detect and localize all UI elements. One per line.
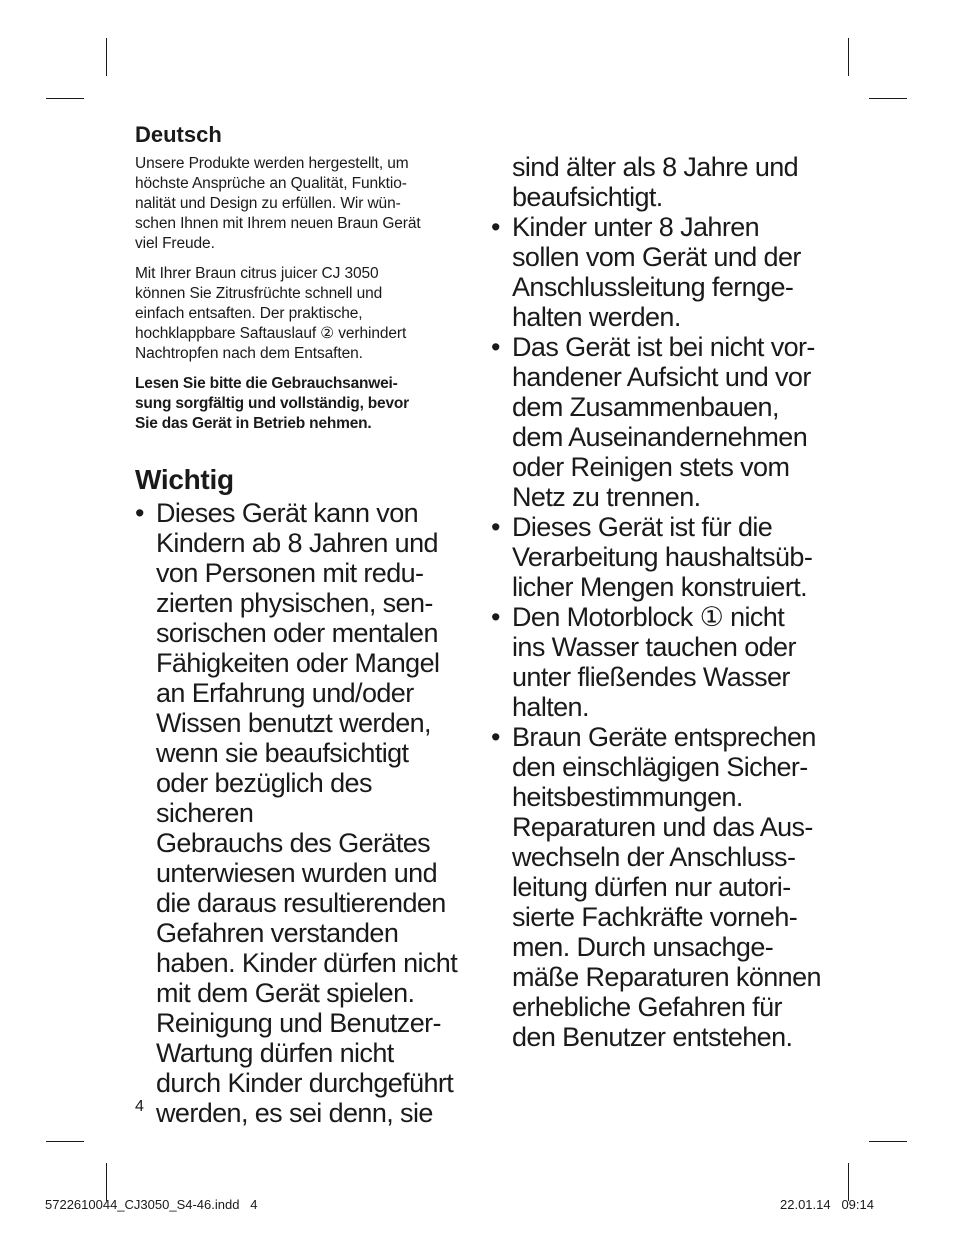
bullet-item <box>491 332 831 512</box>
intro-paragraph: Mit Ihrer Braun citrus juicer CJ 3050 können Sie Zitrusfrüchte schnell und einfach entsaften. Der praktische, hochklappbare Saftauslauf ② verhindert Nachtropfen nach dem Entsaften. <box>135 265 407 362</box>
bullet-text: • Braun Geräte entsprechen den einschlägigen Sicher- heitsbestimmungen. Reparaturen und das Aus- wechseln der Anschluss- leitung dürfen nur autori- sierte Fachkräfte vorneh- men. Durch unsachge- mäße Reparaturen können erhebliche Gefahren für den Benutzer entstehen. <box>512 722 821 1052</box>
bullet-text: • Das Gerät ist bei nicht vor- handener Aufsicht und vor dem Zusammenbauen, dem Auseinandernehmen oder Reinigen stets vom Netz zu trennen. <box>512 332 815 512</box>
bullet-text: • Kinder unter 8 Jahren sollen vom Gerät und der Anschlussleitung fernge- halten werden. <box>512 212 801 332</box>
bullet-item <box>491 512 831 602</box>
crop-mark-bottom-left-vertical <box>106 1163 107 1201</box>
bullet-item <box>491 722 831 1052</box>
bullet-item <box>491 212 831 332</box>
right-column <box>491 152 831 1052</box>
bullet-text: sind älter als 8 Jahre und beaufsichtigt. <box>512 152 799 212</box>
footer-date-info: 22.01.14 09:14 <box>780 1197 874 1212</box>
bullet-item <box>135 498 470 1128</box>
bullet-text: • Dieses Gerät ist für die Verarbeitung haushaltsüb- licher Mengen konstruiert. <box>512 512 813 602</box>
bullet-continuation <box>491 152 831 212</box>
bullet-text: • Den Motorblock ① nicht ins Wasser tauchen oder unter fließendes Wasser halten. <box>512 602 796 722</box>
crop-mark-top-left-horizontal <box>46 98 84 99</box>
page-number: 4 <box>135 1098 144 1115</box>
bullet-item <box>491 602 831 722</box>
bullet-text: • Dieses Gerät kann von Kindern ab 8 Jahren und von Personen mit redu- zierten physischen, sen- sorischen oder mentalen Fähigkeiten oder Mangel an Erfahrung und/oder Wissen benutzt werden, wenn sie beaufsichtigt oder bezüglich des sicheren Gebrauchs des Gerätes unterwiesen wurden und die daraus resultierenden Gefahren verstanden haben. Kinder dürfen nicht mit dem Gerät spielen. Reinigung und Benutzer- Wartung dürfen nicht durch Kinder durchgeführt werden, es sei denn, sie <box>156 498 458 1128</box>
crop-mark-bottom-right-vertical <box>848 1163 849 1201</box>
crop-mark-top-left-vertical <box>106 38 107 76</box>
left-column <box>135 122 470 1128</box>
section-title: Deutsch <box>135 122 222 147</box>
crop-mark-top-right-vertical <box>848 38 849 76</box>
important-heading: Wichtig <box>135 464 234 495</box>
intro-paragraph: Unsere Produkte werden hergestellt, um höchste Ansprüche an Qualität, Funktio- nalität und Design zu erfüllen. Wir wün- schen Ihnen mit Ihrem neuen Braun Gerät viel Freude. <box>135 155 421 252</box>
crop-mark-top-right-horizontal <box>869 98 907 99</box>
footer-file-info: 5722610044_CJ3050_S4-46.indd 4 <box>45 1197 258 1212</box>
crop-mark-bottom-left-horizontal <box>46 1141 84 1142</box>
crop-mark-bottom-right-horizontal <box>869 1141 907 1142</box>
intro-paragraph-bold: Lesen Sie bitte die Gebrauchsanwei- sung sorgfältig und vollständig, bevor Sie das Gerät in Betrieb nehmen. <box>135 375 409 432</box>
